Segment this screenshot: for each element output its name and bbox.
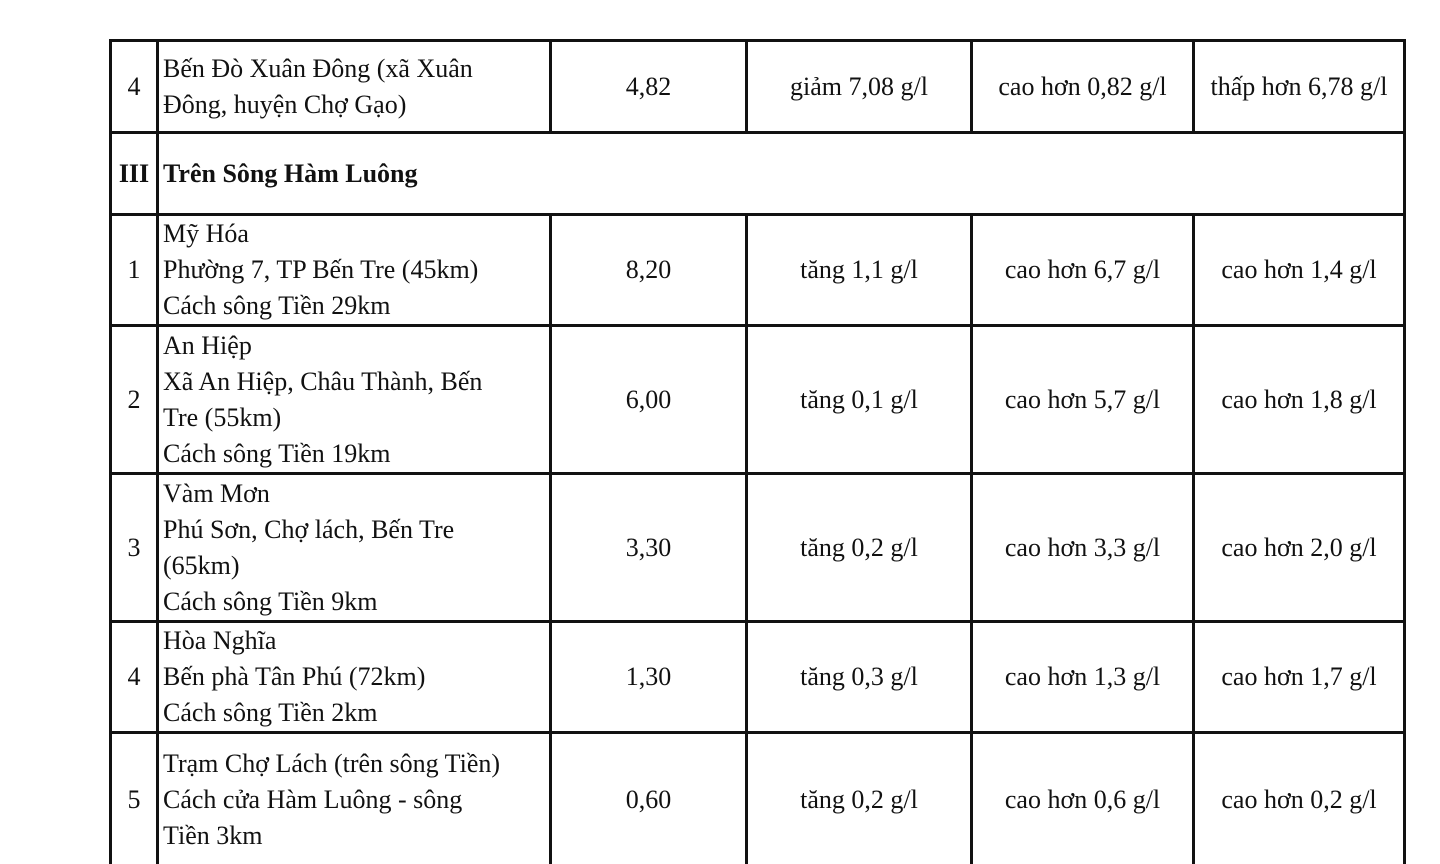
location-line: Đông, huyện Chợ Gạo) <box>163 89 407 119</box>
table-row <box>111 474 1405 622</box>
compare-a-cell: cao hơn 0,6 g/l <box>972 733 1194 864</box>
row-number: 1 <box>111 215 158 326</box>
location-name: Trạm Chợ Lách (trên sông Tiền) <box>163 749 501 778</box>
location-line: Cách sông Tiền 9km <box>163 586 378 616</box>
change-cell: tăng 1,1 g/l <box>747 215 972 326</box>
change-cell: tăng 0,2 g/l <box>747 474 972 622</box>
location-cell <box>158 474 551 622</box>
section-title: Trên Sông Hàm Luông <box>158 133 1405 215</box>
location-name: Vàm Mơn <box>163 478 270 508</box>
salinity-value: 1,30 <box>551 622 747 733</box>
location-line: Bến Đò Xuân Đông (xã Xuân <box>163 53 473 83</box>
salinity-value: 3,30 <box>551 474 747 622</box>
compare-b-cell: thấp hơn 6,78 g/l <box>1194 41 1405 133</box>
compare-a-cell: cao hơn 0,82 g/l <box>972 41 1194 133</box>
compare-a-cell: cao hơn 5,7 g/l <box>972 326 1194 474</box>
table-row <box>111 326 1405 474</box>
salinity-value: 6,00 <box>551 326 747 474</box>
table-row <box>111 215 1405 326</box>
location-cell <box>158 733 551 864</box>
location-line: Phường 7, TP Bến Tre (45km) <box>163 255 479 284</box>
location-line: Tre (55km) <box>163 402 282 432</box>
location-line: Xã An Hiệp, Châu Thành, Bến <box>163 366 483 396</box>
location-cell <box>158 622 551 733</box>
compare-b-cell: cao hơn 1,8 g/l <box>1194 326 1405 474</box>
section-number: III <box>111 133 158 215</box>
salinity-value: 4,82 <box>551 41 747 133</box>
location-line: (65km) <box>163 550 240 580</box>
change-cell: tăng 0,2 g/l <box>747 733 972 864</box>
section-row <box>111 133 1405 215</box>
row-number: 4 <box>111 622 158 733</box>
row-number: 2 <box>111 326 158 474</box>
location-cell <box>158 41 551 133</box>
compare-b-cell: cao hơn 1,4 g/l <box>1194 215 1405 326</box>
location-name: Mỹ Hóa <box>163 219 249 248</box>
location-cell <box>158 215 551 326</box>
change-cell: tăng 0,1 g/l <box>747 326 972 474</box>
location-line: Cách sông Tiền 19km <box>163 438 391 468</box>
compare-b-cell: cao hơn 2,0 g/l <box>1194 474 1405 622</box>
location-name: An Hiệp <box>163 330 252 360</box>
salinity-value: 8,20 <box>551 215 747 326</box>
location-line: Cách sông Tiền 29km <box>163 291 391 320</box>
salinity-value: 0,60 <box>551 733 747 864</box>
location-cell <box>158 326 551 474</box>
location-line: Bến phà Tân Phú (72km) <box>163 662 426 691</box>
table-row <box>111 41 1405 133</box>
salinity-table <box>109 39 1406 864</box>
location-line: Cách cửa Hàm Luông - sông <box>163 785 463 814</box>
compare-a-cell: cao hơn 6,7 g/l <box>972 215 1194 326</box>
location-line: Tiền 3km <box>163 821 263 850</box>
table-row <box>111 622 1405 733</box>
table-row <box>111 733 1405 864</box>
location-line: Phú Sơn, Chợ lách, Bến Tre <box>163 514 455 544</box>
compare-a-cell: cao hơn 3,3 g/l <box>972 474 1194 622</box>
change-cell: giảm 7,08 g/l <box>747 41 972 133</box>
compare-b-cell: cao hơn 0,2 g/l <box>1194 733 1405 864</box>
row-number: 4 <box>111 41 158 133</box>
change-cell: tăng 0,3 g/l <box>747 622 972 733</box>
compare-a-cell: cao hơn 1,3 g/l <box>972 622 1194 733</box>
location-line: Cách sông Tiền 2km <box>163 698 378 727</box>
row-number: 3 <box>111 474 158 622</box>
location-name: Hòa Nghĩa <box>163 626 277 655</box>
compare-b-cell: cao hơn 1,7 g/l <box>1194 622 1405 733</box>
row-number: 5 <box>111 733 158 864</box>
